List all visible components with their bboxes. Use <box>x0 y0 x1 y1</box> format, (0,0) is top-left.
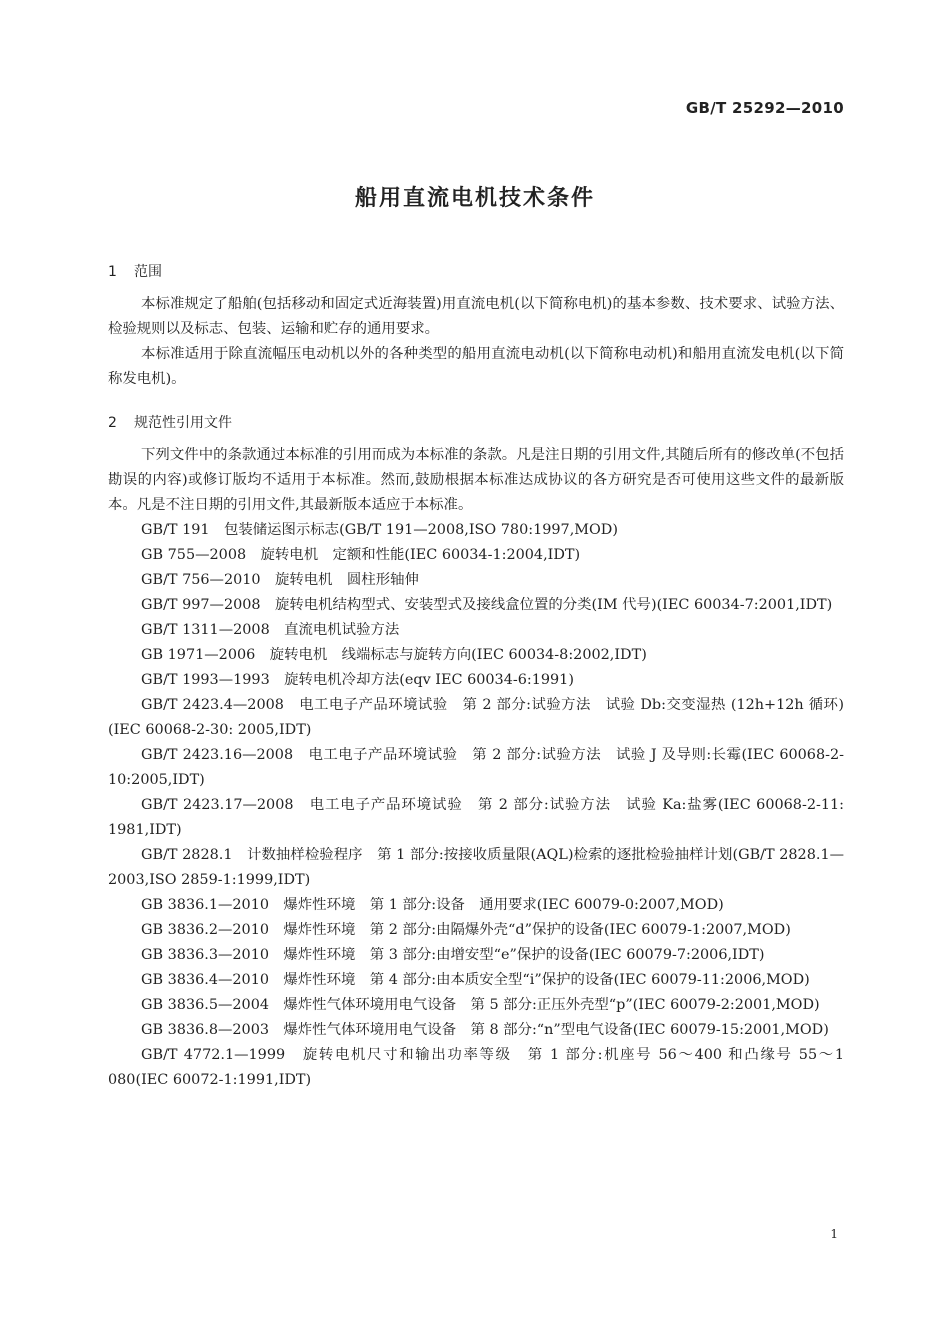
section-title: 规范性引用文件 <box>134 415 232 431</box>
reference-item: GB/T 1993—1993 旋转电机冷却方法(eqv IEC 60034-6:1991) <box>141 672 574 688</box>
section-number: 2 <box>108 415 117 431</box>
reference-item: GB/T 2423.17—2008 电工电子产品环境试验 第 2 部分:试验方法 试验 Ka:盐雾(IEC 60068-2-11: 1981,IDT) <box>108 797 844 838</box>
reference-item: GB/T 756—2010 旋转电机 圆柱形轴伸 <box>141 572 419 588</box>
paragraph: 本标准适用于除直流幅压电动机以外的各种类型的船用直流电动机(以下简称电动机)和船用直流发电机(以下简称发电机)。 <box>108 346 844 387</box>
section-2-body <box>108 443 844 1093</box>
reference-item: GB 755—2008 旋转电机 定额和性能(IEC 60034-1:2004,IDT) <box>141 547 581 563</box>
document-title: 船用直流电机技术条件 <box>354 186 595 211</box>
reference-item: GB 3836.3—2010 爆炸性环境 第 3 部分:由增安型“e”保护的设备(IEC 60079-7:2006,IDT) <box>141 947 765 963</box>
reference-item: GB/T 2828.1 计数抽样检验程序 第 1 部分:按接收质量限(AQL)检索的逐批检验抽样计划(GB/T 2828.1—2003,ISO 2859-1:1999,IDT) <box>108 847 844 888</box>
reference-item: GB 3836.8—2003 爆炸性气体环境用电气设备 第 8 部分:“n”型电气设备(IEC 60079-15:2001,MOD) <box>141 1022 829 1038</box>
standard-code: GB/T 25292—2010 <box>685 99 844 117</box>
section-1-body <box>108 292 844 392</box>
reference-item: GB/T 4772.1—1999 旋转电机尺寸和输出功率等级 第 1 部分:机座号 56～400 和凸缘号 55～1 080(IEC 60072-1:1991,IDT) <box>108 1047 844 1088</box>
reference-item: GB 3836.2—2010 爆炸性环境 第 2 部分:由隔爆外壳“d”保护的设备(IEC 60079-1:2007,MOD) <box>141 922 791 938</box>
reference-item: GB 1971—2006 旋转电机 线端标志与旋转方向(IEC 60034-8:2002,IDT) <box>141 647 647 663</box>
reference-item: GB/T 997—2008 旋转电机结构型式、安装型式及接线盒位置的分类(IM 代号)(IEC 60034-7:2001,IDT) <box>141 597 833 613</box>
section-1-heading <box>108 261 162 281</box>
section-number: 1 <box>108 264 117 280</box>
reference-item: GB/T 191 包装储运图示标志(GB/T 191—2008,ISO 780:1997,MOD) <box>141 522 618 538</box>
paragraph: 下列文件中的条款通过本标准的引用而成为本标准的条款。凡是注日期的引用文件,其随后所有的修改单(不包括勘误的内容)或修订版均不适用于本标准。然而,鼓励根据本标准达成协议的各方研究是否可使用这些文件的最新版本。凡是不注日期的引用文件,其最新版本适应于本标准。 <box>108 447 844 513</box>
page-number: 1 <box>830 1227 838 1241</box>
reference-item: GB/T 1311—2008 直流电机试验方法 <box>141 622 400 638</box>
reference-item: GB 3836.4—2010 爆炸性环境 第 4 部分:由本质安全型“i”保护的设备(IEC 60079-11:2006,MOD) <box>141 972 810 988</box>
section-2-heading <box>108 412 232 432</box>
reference-item: GB 3836.5—2004 爆炸性气体环境用电气设备 第 5 部分:正压外壳型“p”(IEC 60079-2:2001,MOD) <box>141 997 820 1013</box>
paragraph: 本标准规定了船舶(包括移动和固定式近海装置)用直流电机(以下简称电机)的基本参数、技术要求、试验方法、检验规则以及标志、包装、运输和贮存的通用要求。 <box>108 296 844 337</box>
reference-item: GB/T 2423.16—2008 电工电子产品环境试验 第 2 部分:试验方法 试验 J 及导则:长霉(IEC 60068-2-10:2005,IDT) <box>108 747 844 788</box>
section-title: 范围 <box>134 264 162 280</box>
reference-item: GB/T 2423.4—2008 电工电子产品环境试验 第 2 部分:试验方法 试验 Db:交变湿热 (12h+12h 循环)(IEC 60068-2-30: 2005,IDT) <box>108 697 844 738</box>
reference-item: GB 3836.1—2010 爆炸性环境 第 1 部分:设备 通用要求(IEC 60079-0:2007,MOD) <box>141 897 724 913</box>
